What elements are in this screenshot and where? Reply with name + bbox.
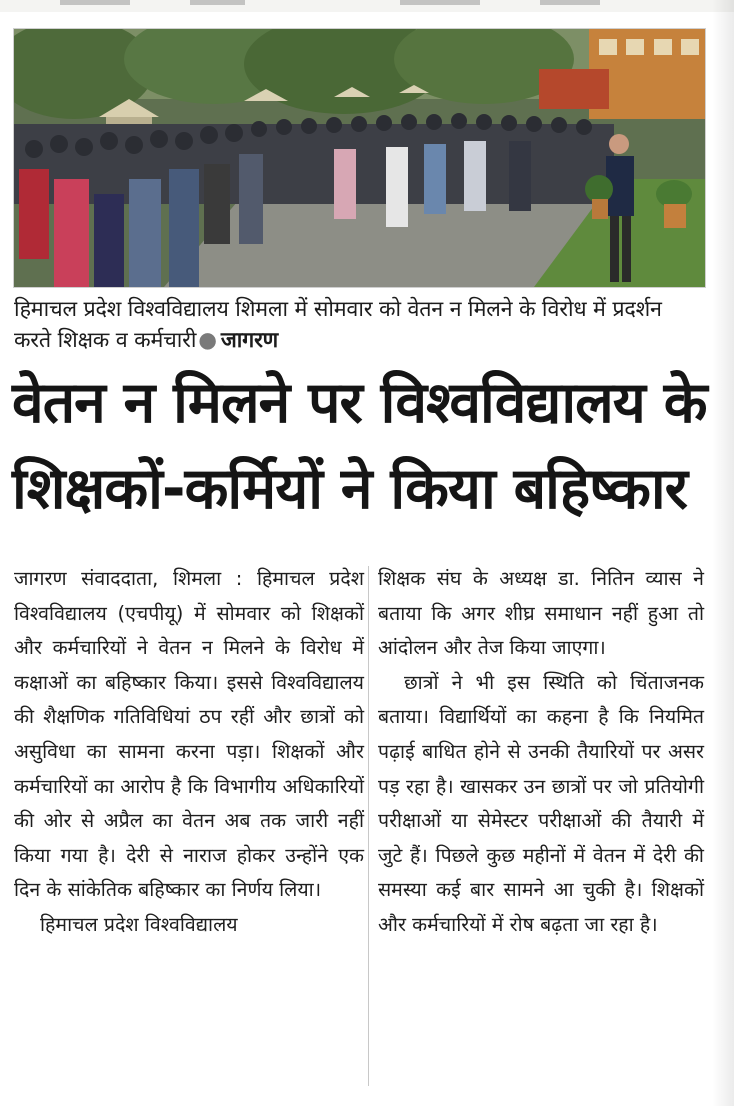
caption-text: हिमाचल प्रदेश विश्वविद्यालय शिमला में सोमवार को वेतन न मिलने के विरोध में प्रदर्शन करते शिक्षक व कर्मचारी — [14, 297, 662, 353]
article-paragraph: छात्रों ने भी इस स्थिति को चिंताजनक बताया। विद्यार्थियों का कहना है कि नियमित पढ़ाई बाधित होने से उनकी तैयारियों पर असर पड़ रहा है। खासकर उन छात्रों पर जो प्रतियोगी परीक्षाओं या सेमेस्टर परीक्षाओं की तैयारी में जुटे हैं। पिछले कुछ महीनों में वेतन में देरी की समस्या कई बार सामने आ चुकी है। शिक्षकों और कर्मचारियों में रोष बढ़ता जा रहा है। — [378, 670, 704, 936]
column-divider — [368, 566, 369, 1086]
article-column-left — [14, 562, 364, 943]
article-paragraph: शिक्षक संघ के अध्यक्ष डा. नितिन व्यास ने बताया कि अगर शीघ्र समाधान नहीं हुआ तो आंदोलन और तेज किया जाएगा। — [378, 567, 704, 660]
headline-line-2: शिक्षकों-कर्मियों ने किया बहिष्कार — [12, 456, 687, 522]
page-edge-shadow — [712, 0, 734, 1106]
headline-line-1: वेतन न मिलने पर विश्वविद्यालय के — [12, 370, 707, 436]
article-headline — [12, 360, 712, 532]
news-photo-protest — [13, 28, 706, 288]
caption-bullet: ● — [198, 328, 217, 353]
photo-caption — [14, 294, 704, 356]
previous-article-fragment — [0, 0, 734, 12]
article-column-right — [378, 562, 704, 943]
caption-credit: जागरण — [220, 328, 279, 353]
article-paragraph: हिमाचल प्रदेश विश्वविद्यालय — [40, 912, 238, 936]
article-paragraph: जागरण संवाददाता, शिमला : हिमाचल प्रदेश विश्वविद्यालय (एचपीयू) में सोमवार को शिक्षकों और कर्मचारियों ने वेतन न मिलने के विरोध में कक्षाओं का बहिष्कार किया। इससे विश्वविद्यालय की शैक्षणिक गतिविधियां ठप रहीं और छात्रों को असुविधा का सामना करना पड़ा। शिक्षकों और कर्मचारियों का आरोप है कि विभागीय अधिकारियों की ओर से अप्रैल का वेतन अब तक जारी नहीं किया गया है। देरी से नाराज होकर उन्होंने एक दिन के सांकेतिक बहिष्कार का निर्णय लिया। — [14, 567, 364, 902]
